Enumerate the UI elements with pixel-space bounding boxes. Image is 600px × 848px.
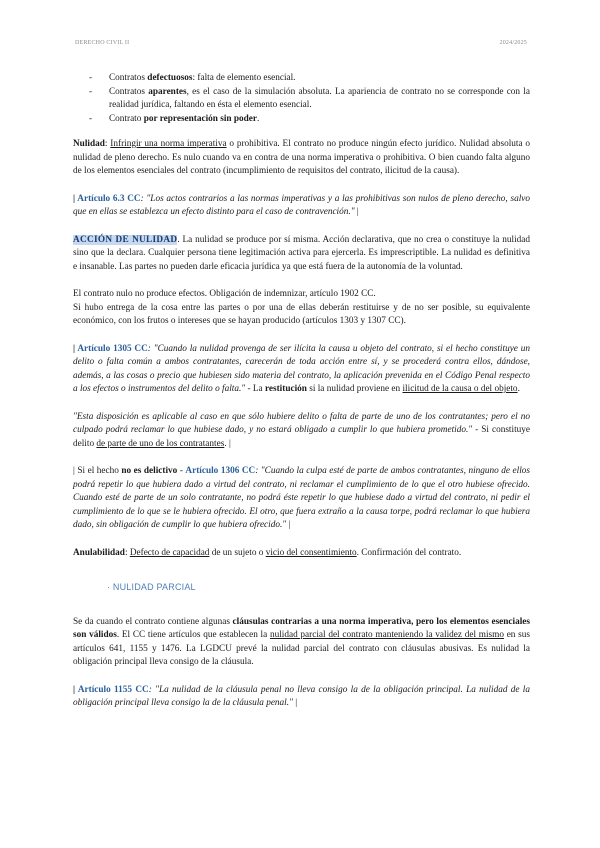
header-year: 2024/2025 <box>499 40 527 46</box>
list-item: - Contratos aparentes, es el caso de la simulación absoluta. La apariencia de contrato no se corresponde con la realidad jurídica, faltando en ésta el elemento esencial. <box>89 86 530 110</box>
highlighted-heading: ACCIÓN DE NULIDAD <box>73 234 178 245</box>
article-1155-quote: | Artículo 1155 CC: "La nulidad de la cláusula penal no lleva consigo la de la obligación principal. La nulidad de la obligación principal lleva consigo la de la cláusula penal." | <box>73 684 530 708</box>
bullet-dash: - <box>89 113 93 124</box>
page-content <box>73 72 530 711</box>
accion-nulidad-paragraph: ACCIÓN DE NULIDAD. La nulidad se produce por sí misma. Acción declarativa, que no crea o constituye la nulidad sino que la declara. Cualquier persona tiene legitimación activa para ejercerla. Es imprescriptible. La nulidad es definitiva e insanable. Las partes no pueden darle eficacia jurídica ya que está fuera de la autonomía de la voluntad. <box>73 234 530 272</box>
nulo-line-1: El contrato nulo no produce efectos. Obligación de indemnizar, artículo 1902 CC. <box>73 289 376 299</box>
article-6-3-quote: | Artículo 6.3 CC: "Los actos contrarios a las normas imperativas y a las prohibitivas son nulos de pleno derecho, salvo que en ellas se establezca un efecto distinto para el caso de contravención." | <box>73 193 530 217</box>
article-1306-quote: | Si el hecho no es delictivo - Artículo 1306 CC: "Cuando la culpa esté de parte de ambos contratantes, ninguno de ellos podrá repetir lo que hubiera dado a virtud del contrato, ni reclamar el cumplimiento de lo que el otro hubiese ofrecido. Cuando esté de parte de un solo contratante, no podrá éste repetir lo que hubiese dado a virtud del contrato, ni pedir el cumplimiento de lo que se le hubiera ofrecido. El otro, que fuera extraño a la causa torpe, podrá reclamar lo que hubiera dado, sin obligación de cumplir lo que hubiera ofrecido." | <box>73 466 530 530</box>
anulabilidad-paragraph: Anulabilidad: Defecto de capacidad de un sujeto o vicio del consentimiento. Confirmación del contrato. <box>73 547 462 558</box>
header-course: DERECHO CIVIL II <box>75 40 130 46</box>
nulidad-paragraph: Nulidad: Infringir una norma imperativa o prohibitiva. El contrato no produce ningún efecto jurídico. Nulidad absoluta o nulidad de pleno derecho. Es nulo cuando va en contra de una norma imperativa o prohibitiva. O bien cuando falta alguno de los elementos esenciales del contrato (incumplimiento de requisitos del contrato, ilicitud de la causa). <box>73 139 531 176</box>
bullet-dash: - <box>89 86 93 97</box>
article-1305-quote: | Artículo 1305 CC: "Cuando la nulidad provenga de ser ilícita la causa u objeto del contrato, si el hecho constituye un delito o falta común a ambos contratantes, carecerán de toda acción entre sí, y se procederá contra ellos, dándose, además, a las cosas o precio que hubiesen sido materia del contrato, la aplicación prevenida en el Código Penal respecto a los efectos o instrumentos del delito o falta." - La restitución si la nulidad proviene en ilicitud de la causa o del objeto. <box>73 343 530 394</box>
list-item: - Contratos defectuosos: falta de elemento esencial. <box>73 72 530 86</box>
bullet-dash: - <box>89 73 93 83</box>
secondary-quote: "Esta disposición es aplicable al caso en que sólo hubiere delito o falta de parte de uno de los contratantes; pero el no culpado podrá reclamar lo que hubiese dado, y no estará obligado a cumplir lo que hubiera prometido." - Si constituye delito de parte de uno de los contratantes. | <box>73 411 530 449</box>
nulidad-parcial-paragraph: Se da cuando el contrato contiene algunas cláusulas contrarias a una norma imperativa, pero los elementos esenciales son válidos. El CC tiene artículos que establecen la nulidad parcial del contrato manteniendo la validez del mismo en sus artículos 641, 1155 y 1476. La LGDCU prevé la nulidad parcial del contrato con cláusulas abusivas. Es nulidad la obligación principal lleva consigo de la cláusula. <box>73 616 531 667</box>
section-heading-nulidad-parcial: · NULIDAD PARCIAL <box>107 582 196 592</box>
list-item: - Contrato por representación sin poder. <box>73 113 530 127</box>
nulo-line-2: Si hubo entrega de la cosa entre las partes o por una de ellas deberán restituirse y de no ser posible, su equivalente económico, con los frutos o intereses que se hayan producido (artículos 1303 y 1307 CC). <box>73 302 530 326</box>
defect-list <box>73 72 530 126</box>
